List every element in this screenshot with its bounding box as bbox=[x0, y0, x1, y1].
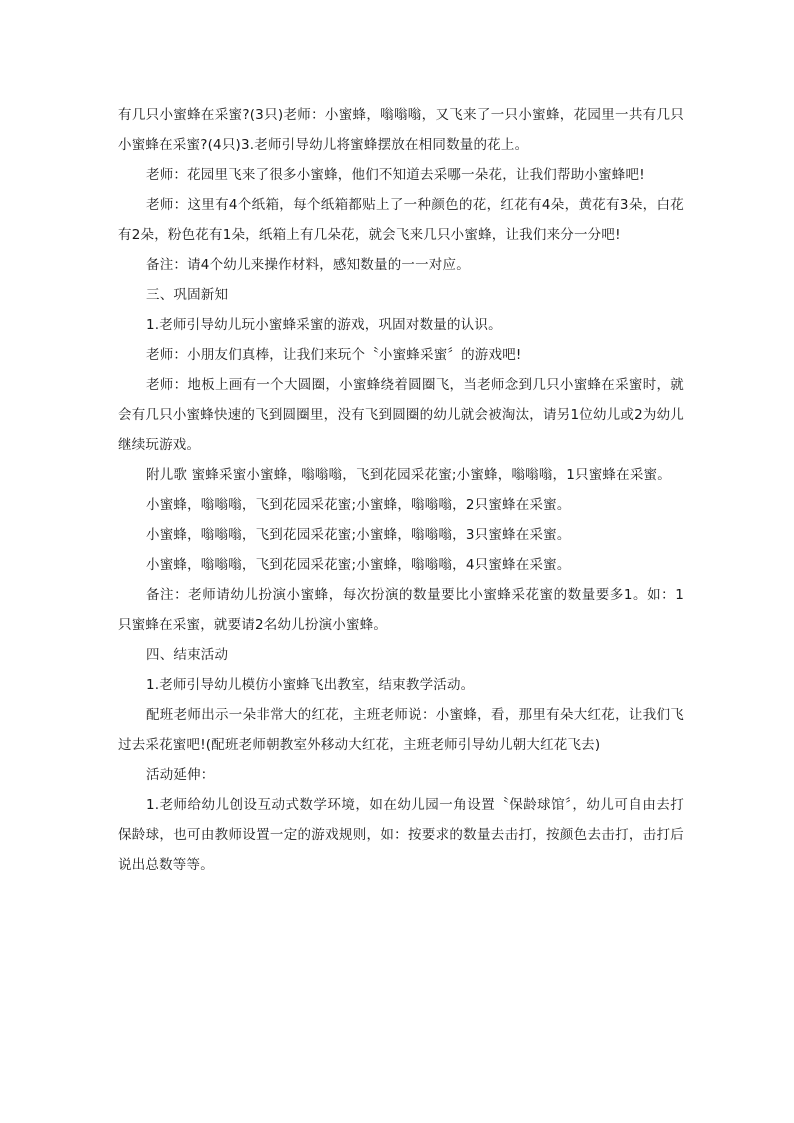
section-heading-4: 四、结束活动 bbox=[146, 647, 229, 663]
paragraph-17: 1.老师给幼儿创设互动式数学环境，如在幼儿园一角设置〝保龄球馆〞，幼儿可自由去打保龄球，也可由教师设置一定的游戏规则，如：按要求的数量去击打，按颜色去击打，击打后说出总数等等。 bbox=[118, 797, 684, 873]
paragraph-3: 备注：请4个幼儿来操作材料，感知数量的一一对应。 bbox=[146, 257, 470, 273]
song-line-4: 小蜜蜂，嗡嗡嗡，飞到花园采花蜜;小蜜蜂，嗡嗡嗡，4只蜜蜂在采蜜。 bbox=[146, 557, 571, 573]
song-line-2: 小蜜蜂，嗡嗡嗡，飞到花园采花蜜;小蜜蜂，嗡嗡嗡，2只蜜蜂在采蜜。 bbox=[146, 497, 571, 513]
document-body bbox=[118, 100, 684, 880]
paragraph-1: 老师：花园里飞来了很多小蜜蜂，他们不知道去采哪一朵花，让我们帮助小蜜蜂吧! bbox=[146, 167, 645, 183]
paragraph-2: 老师：这里有4个纸箱，每个纸箱都贴上了一种颜色的花，红花有4朵，黄花有3朵，白花有2朵，粉色花有1朵，纸箱上有几朵花，就会飞来几只小蜜蜂，让我们来分一分吧! bbox=[118, 197, 684, 243]
paragraph-0: 有几只小蜜蜂在采蜜?(3只)老师：小蜜蜂，嗡嗡嗡，又飞来了一只小蜜蜂，花园里一共有几只小蜜蜂在采蜜?(4只)3.老师引导幼儿将蜜蜂摆放在相同数量的花上。 bbox=[118, 107, 684, 153]
paragraph-14: 1.老师引导幼儿模仿小蜜蜂飞出教室，结束教学活动。 bbox=[146, 677, 475, 693]
paragraph-5: 1.老师引导幼儿玩小蜜蜂采蜜的游戏，巩固对数量的认识。 bbox=[146, 317, 502, 333]
paragraph-12: 备注：老师请幼儿扮演小蜜蜂，每次扮演的数量要比小蜜蜂采花蜜的数量要多1。如：1只蜜蜂在采蜜，就要请2名幼儿扮演小蜜蜂。 bbox=[118, 587, 684, 633]
paragraph-15: 配班老师出示一朵非常大的红花，主班老师说：小蜜蜂，看，那里有朵大红花，让我们飞过去采花蜜吧!(配班老师朝教室外移动大红花，主班老师引导幼儿朝大红花飞去) bbox=[118, 707, 684, 753]
song-line-1: 附儿歌 蜜蜂采蜜小蜜蜂，嗡嗡嗡，飞到花园采花蜜;小蜜蜂，嗡嗡嗡，1只蜜蜂在采蜜。 bbox=[146, 467, 671, 483]
section-heading-extension: 活动延伸： bbox=[146, 767, 215, 783]
paragraph-7: 老师：地板上画有一个大圆圈，小蜜蜂绕着圆圈飞，当老师念到几只小蜜蜂在采蜜时，就会有几只小蜜蜂快速的飞到圆圈里，没有飞到圆圈的幼儿就会被淘汰，请另1位幼儿或2为幼儿继续玩游戏。 bbox=[118, 377, 684, 453]
section-heading-3: 三、巩固新知 bbox=[146, 287, 229, 303]
song-line-3: 小蜜蜂，嗡嗡嗡，飞到花园采花蜜;小蜜蜂，嗡嗡嗡，3只蜜蜂在采蜜。 bbox=[146, 527, 571, 543]
paragraph-6: 老师：小朋友们真棒，让我们来玩个〝小蜜蜂采蜜〞的游戏吧! bbox=[146, 347, 522, 363]
